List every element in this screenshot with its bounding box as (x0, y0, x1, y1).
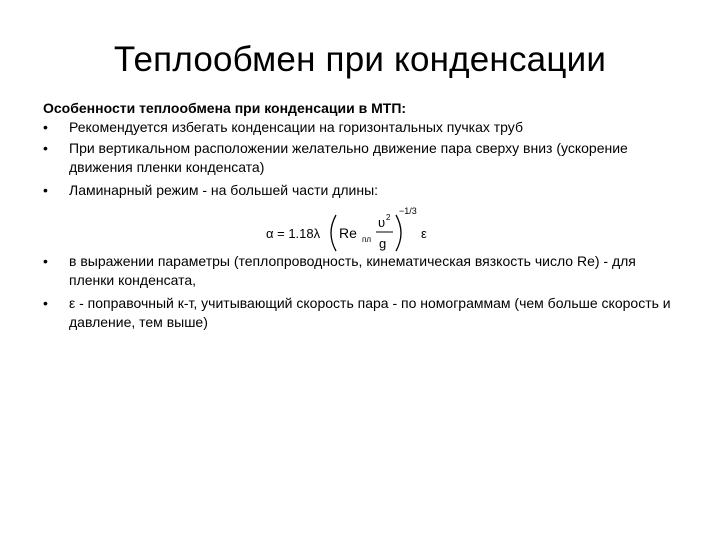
bullet-text: в выражении параметры (теплопроводность, кинематическая вязкость число Re) - для пленки конденсата, (69, 253, 636, 288)
formula-re-subscript: пл (362, 235, 371, 244)
formula-right-paren (396, 215, 401, 251)
bullet-item (43, 139, 673, 177)
bullet-item (43, 252, 673, 290)
formula-exponent: −1/3 (399, 206, 417, 216)
formula (266, 203, 436, 255)
bullet-item (43, 181, 673, 200)
formula-epsilon: ε (421, 226, 427, 241)
bullet-marker: • (43, 182, 48, 198)
formula-left-paren (331, 215, 336, 251)
bullet-text: ε - поправочный к-т, учитывающий скорость пара - по номограммам (чем больше скорость и давление, тем выше) (69, 295, 671, 330)
bullet-text: Рекомендуется избегать конденсации на горизонтальных пучках труб (69, 119, 523, 135)
slide-title: Теплообмен при конденсации (113, 40, 607, 79)
bullet-marker: • (43, 253, 48, 269)
bullet-item (43, 118, 673, 137)
bullet-item (43, 294, 673, 332)
bullet-marker: • (43, 140, 48, 156)
formula-nu-superscript: 2 (386, 213, 391, 222)
bullet-text: При вертикальном расположении желательно движение пара сверху вниз (ускорение движения пленки конденсата) (69, 140, 628, 175)
formula-nu: υ (378, 215, 386, 230)
formula-re: Re (339, 225, 357, 241)
bullet-text: Ламинарный режим - на большей части длины: (69, 182, 379, 198)
bullet-marker: • (43, 119, 48, 135)
slide-subtitle: Особенности теплообмена при конденсации в МТП: (43, 100, 407, 116)
formula-lhs: α = 1.18λ (266, 226, 321, 241)
bullet-marker: • (43, 295, 48, 311)
formula-g: g (379, 236, 387, 251)
